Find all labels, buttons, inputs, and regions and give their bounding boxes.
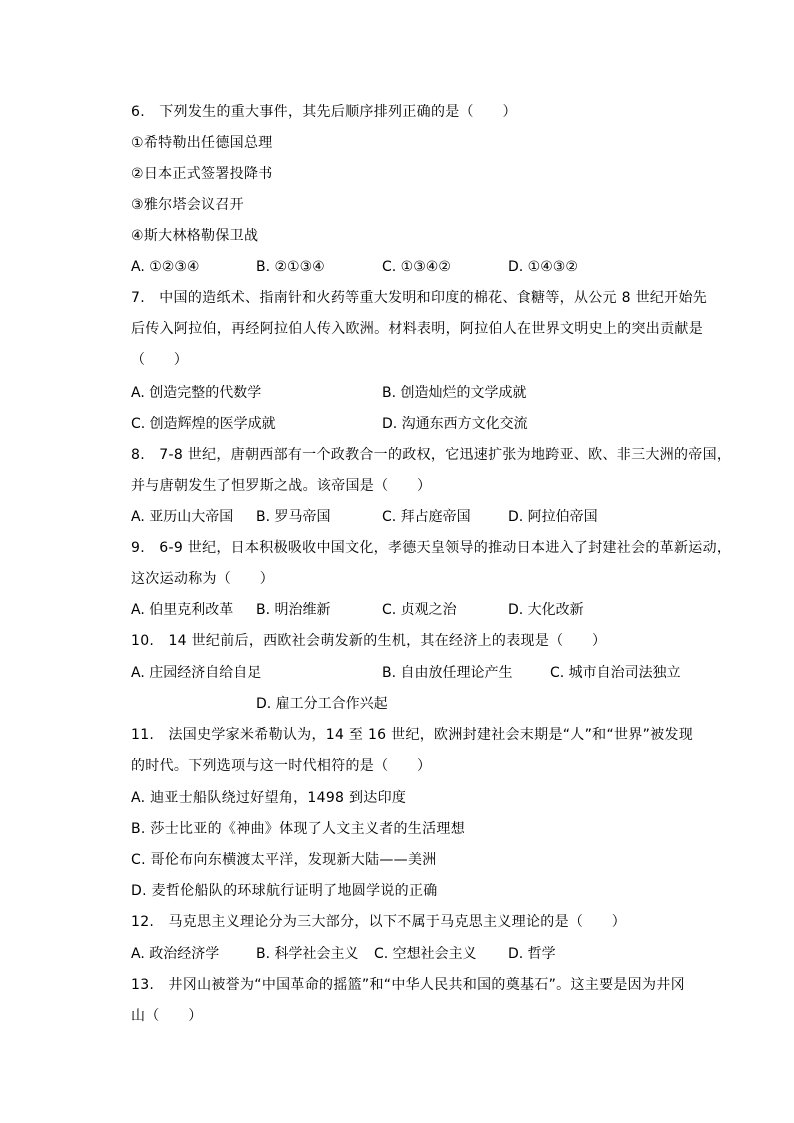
- q12-option-d: D. 哲学: [508, 946, 556, 962]
- q11-option-a: A. 迪亚士船队绕过好望角，1498 到达印度: [131, 790, 407, 806]
- q8-stem-line-1: 8. 7-8 世纪，唐朝西部有一个政教合一的政权，它迅速扩张为地跨亚、欧、非三大洲的帝国，: [131, 447, 732, 463]
- q6-option-d: D. ①④③②: [508, 259, 578, 275]
- q11-option-b: B. 莎士比亚的《神曲》体现了人文主义者的生活理想: [131, 821, 466, 837]
- q9-option-a: A. 伯里克利改革: [131, 602, 234, 618]
- q12-stem: 12. 马克思主义理论分为三大部分，以下不属于马克思主义理论的是（ ）: [131, 914, 627, 930]
- q8-option-c: C. 拜占庭帝国: [382, 509, 471, 525]
- q11-option-c: C. 哥伦布向东横渡太平洋，发现新大陆——美洲: [131, 852, 437, 868]
- q12-option-c: C. 空想社会主义: [374, 946, 477, 962]
- q10-option-a: A. 庄园经济自给自足: [131, 665, 262, 681]
- q9-stem-line-2: 这次运动称为（ ）: [131, 571, 274, 587]
- q8-option-d: D. 阿拉伯帝国: [508, 509, 598, 525]
- q12-option-b: B. 科学社会主义: [256, 946, 359, 962]
- q7-stem-line-1: 7. 中国的造纸术、指南针和火药等重大发明和印度的棉花、食糖等，从公元 8 世纪开始先: [131, 290, 708, 306]
- q7-stem-line-2: 后传入阿拉伯，再经阿拉伯人传入欧洲。材料表明，阿拉伯人在世界文明史上的突出贡献是: [131, 321, 703, 337]
- q8-stem-line-2: 并与唐朝发生了怛罗斯之战。该帝国是（ ）: [131, 478, 432, 494]
- q12-option-a: A. 政治经济学: [131, 946, 220, 962]
- q6-item-1: ①希特勒出任德国总理: [131, 135, 273, 151]
- q9-option-b: B. 明治维新: [256, 602, 331, 618]
- q6-stem: 6. 下列发生的重大事件，其先后顺序排列正确的是（ ）: [131, 104, 517, 120]
- q6-item-2: ②日本正式签署投降书: [131, 166, 273, 182]
- q6-item-3: ③雅尔塔会议召开: [131, 197, 244, 213]
- q6-option-c: C. ①③④②: [382, 259, 451, 275]
- q8-option-a: A. 亚历山大帝国: [131, 509, 234, 525]
- q10-option-d: D. 雇工分工合作兴起: [256, 696, 388, 712]
- q7-stem-line-3: （ ）: [131, 352, 189, 368]
- q10-option-c: C. 城市自治司法独立: [550, 665, 681, 681]
- q11-stem-line-2: 的时代。下列选项与这一时代相符的是（ ）: [131, 758, 432, 774]
- q7-option-d: D. 沟通东西方文化交流: [382, 416, 528, 432]
- q10-stem: 10. 14 世纪前后，西欧社会萌发新的生机，其在经济上的表现是（ ）: [131, 633, 607, 649]
- q9-stem-line-1: 9. 6-9 世纪，日本积极吸收中国文化，孝德天皇领导的推动日本进入了封建社会的革新运动，: [131, 540, 732, 556]
- q6-option-b: B. ②①③④: [256, 259, 325, 275]
- q6-item-4: ④斯大林格勒保卫战: [131, 228, 259, 244]
- q9-option-c: C. 贞观之治: [382, 602, 457, 618]
- q6-option-a: A. ①②③④: [131, 259, 200, 275]
- q7-option-c: C. 创造辉煌的医学成就: [131, 416, 276, 432]
- q13-stem-line-2: 山（ ）: [131, 1008, 203, 1024]
- q10-option-b: B. 自由放任理论产生: [382, 665, 513, 681]
- q9-option-d: D. 大化改新: [508, 602, 584, 618]
- q11-option-d: D. 麦哲伦船队的环球航行证明了地圆学说的正确: [131, 883, 438, 899]
- q7-option-a: A. 创造完整的代数学: [131, 385, 262, 401]
- q11-stem-line-1: 11. 法国史学家米希勒认为，14 至 16 世纪，欧洲封建社会末期是“人”和“世界”被发现: [131, 727, 694, 743]
- q7-option-b: B. 创造灿烂的文学成就: [382, 385, 527, 401]
- q8-option-b: B. 罗马帝国: [256, 509, 331, 525]
- q13-stem-line-1: 13. 井冈山被誉为“中国革命的摇篮”和“中华人民共和国的奠基石”。这主要是因为井冈: [131, 977, 685, 993]
